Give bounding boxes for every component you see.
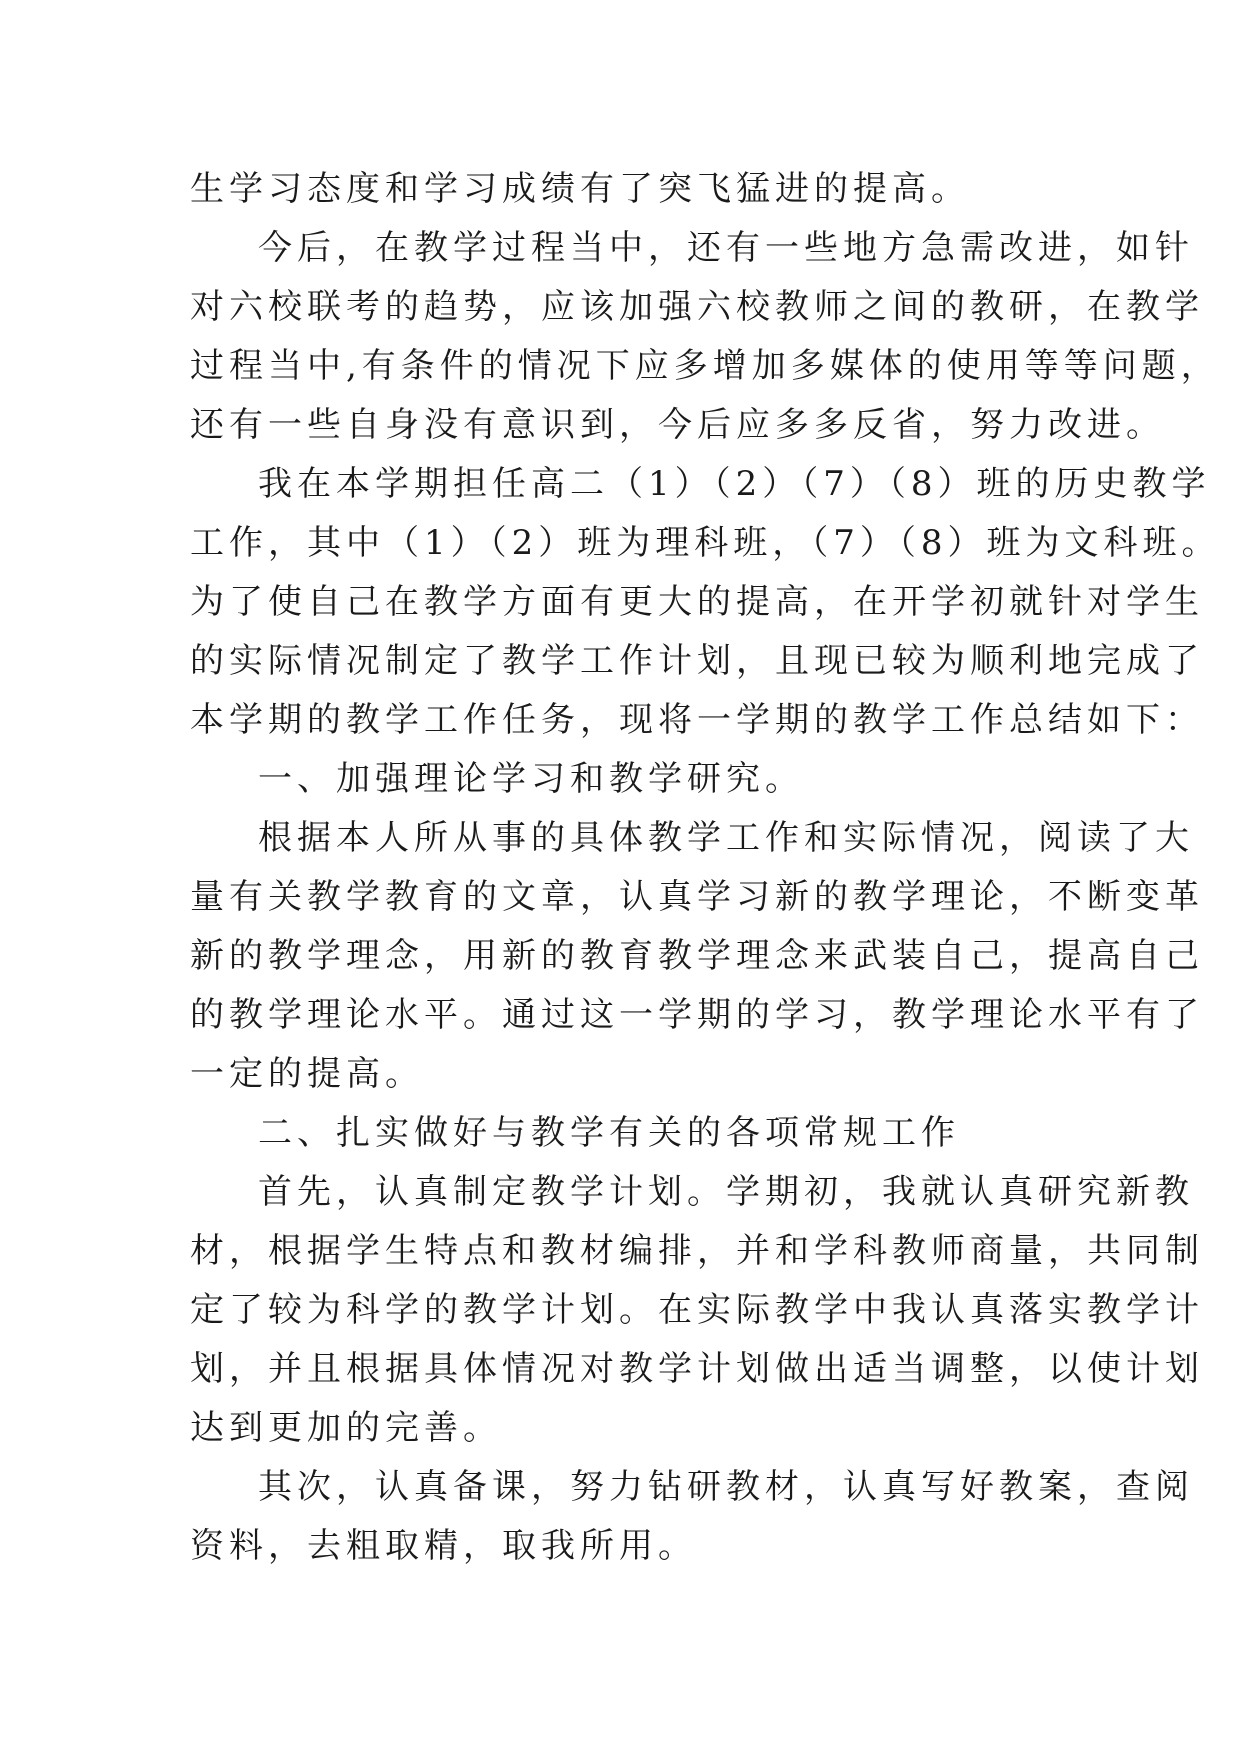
text-line: 今后，在教学过程当中，还有一些地方急需改进，如针 xyxy=(258,228,1194,268)
text-line: 资料，去粗取精，取我所用。 xyxy=(190,1526,697,1566)
text-line: 一、加强理论学习和教学研究。 xyxy=(258,759,804,799)
text-line: 其次，认真备课，努力钻研教材，认真写好教案，查阅 xyxy=(258,1467,1194,1507)
text-line: 生学习态度和学习成绩有了突飞猛进的提高。 xyxy=(190,169,970,209)
text-line: 定了较为科学的教学计划。在实际教学中我认真落实教学计 xyxy=(190,1290,1204,1330)
text-line: 本学期的教学工作任务，现将一学期的教学工作总结如下： xyxy=(190,700,1204,740)
text-line: 二、扎实做好与教学有关的各项常规工作 xyxy=(258,1113,960,1153)
text-line: 量有关教学教育的文章，认真学习新的教学理论，不断变革 xyxy=(190,877,1204,917)
text-line: 新的教学理念，用新的教育教学理念来武装自己，提高自己 xyxy=(190,936,1204,976)
text-line: 工作，其中（1）（2）班为理科班，（7）（8）班为文科班。 xyxy=(190,523,1221,563)
text-line: 我在本学期担任高二（1）（2）（7）（8）班的历史教学 xyxy=(258,464,1211,504)
text-line: 材，根据学生特点和教材编排，并和学科教师商量，共同制 xyxy=(190,1231,1204,1271)
text-line: 对六校联考的趋势，应该加强六校教师之间的教研，在教学 xyxy=(190,287,1204,327)
text-line: 的实际情况制定了教学工作计划，且现已较为顺利地完成了 xyxy=(190,641,1204,681)
text-line: 根据本人所从事的具体教学工作和实际情况，阅读了大 xyxy=(258,818,1194,858)
text-line: 的教学理论水平。通过这一学期的学习，教学理论水平有了 xyxy=(190,995,1204,1035)
text-line: 首先，认真制定教学计划。学期初，我就认真研究新教 xyxy=(258,1172,1194,1212)
text-line: 还有一些自身没有意识到，今后应多多反省，努力改进。 xyxy=(190,405,1165,445)
text-line: 一定的提高。 xyxy=(190,1054,424,1094)
text-line: 过程当中,有条件的情况下应多增加多媒体的使用等等问题， xyxy=(190,346,1220,386)
text-line: 划，并且根据具体情况对教学计划做出适当调整，以使计划 xyxy=(190,1349,1204,1389)
text-line: 达到更加的完善。 xyxy=(190,1408,502,1448)
text-line: 为了使自己在教学方面有更大的提高，在开学初就针对学生 xyxy=(190,582,1204,622)
document-body xyxy=(190,160,1221,1576)
